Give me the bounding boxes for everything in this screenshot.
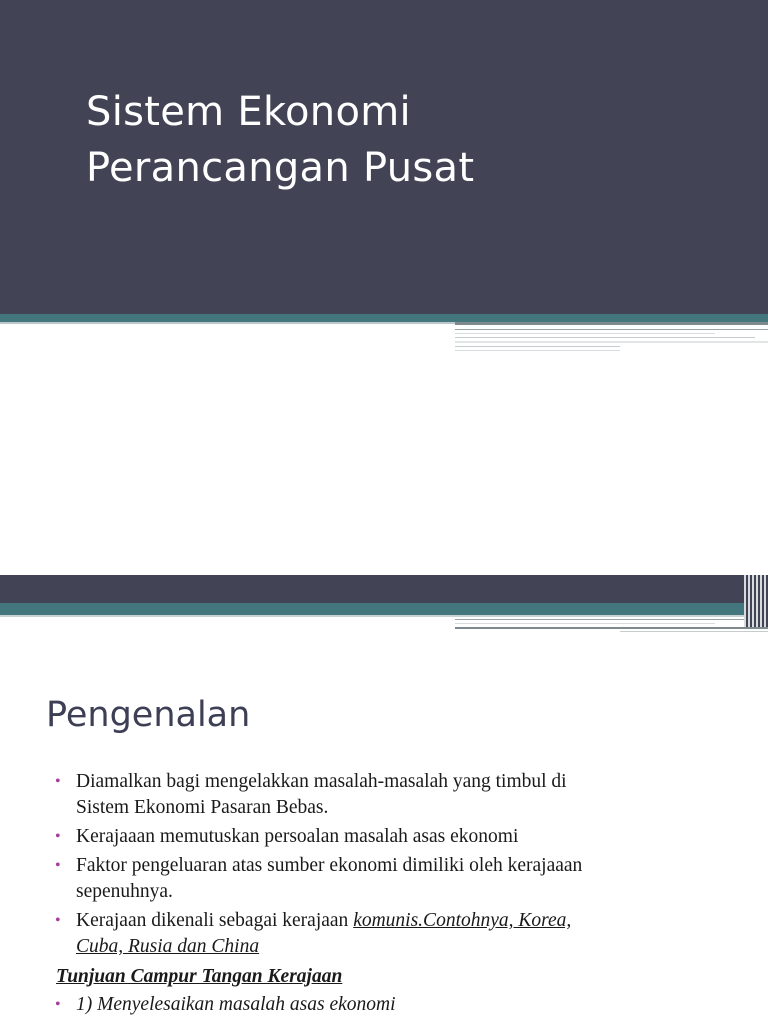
slide-heading: Pengenalan (46, 695, 251, 735)
teal-stripe (0, 314, 768, 322)
accent-stripe (455, 333, 715, 334)
accent-stripe (455, 623, 715, 624)
content-banner (0, 575, 768, 603)
accent-stripe (455, 346, 620, 347)
teal-stripe (0, 603, 768, 615)
edge-pattern (744, 575, 768, 627)
accent-stripe (455, 341, 768, 343)
bullet-list (0, 769, 768, 963)
list-item (0, 908, 768, 960)
bullet-icon: • (55, 857, 61, 874)
accent-stripe (455, 337, 755, 338)
bullet-icon: • (55, 773, 61, 790)
slide-title (86, 84, 474, 196)
slide-title-line2: Perancangan Pusat (86, 145, 475, 191)
underlined-text: komunis.Contohnya, Korea, (353, 910, 572, 931)
list-item (0, 824, 768, 850)
list-item-text: Diamalkan bagi mengelakkan masalah-masalah yang timbul di (76, 771, 567, 792)
title-banner (0, 0, 768, 314)
list-item-text: Kerajaan dikenali sebagai kerajaan (76, 910, 354, 931)
accent-stripe (455, 350, 620, 351)
sub-heading: Tunjuan Campur Tangan Kerajaan (56, 966, 343, 987)
underlined-text: Cuba, Rusia dan China (76, 936, 260, 957)
list-item (0, 769, 768, 821)
list-item (0, 992, 768, 1018)
accent-stripe (455, 619, 768, 620)
bullet-icon: • (55, 828, 61, 845)
accent-stripe (620, 631, 768, 632)
accent-stripe (455, 627, 768, 629)
accent-stripe (455, 329, 768, 330)
grey-stripe (0, 615, 768, 617)
content-slide (0, 575, 768, 1024)
bullet-icon: • (55, 912, 61, 929)
slide-title-line1: Sistem Ekonomi (86, 89, 411, 135)
list-item-text: 1) Menyelesaikan masalah asas ekonomi (76, 994, 396, 1015)
bullet-icon: • (55, 996, 61, 1013)
list-item-text: Faktor pengeluaran atas sumber ekonomi dimiliki oleh kerajaaan (76, 855, 583, 876)
list-item-text: Kerajaaan memutuskan persoalan masalah asas ekonomi (76, 826, 519, 847)
bullet-list-2 (0, 992, 768, 1018)
accent-stripe (455, 322, 768, 325)
list-item-text: Sistem Ekonomi Pasaran Bebas. (76, 797, 329, 818)
list-item-text: sepenuhnya. (76, 881, 173, 902)
list-item (0, 853, 768, 905)
